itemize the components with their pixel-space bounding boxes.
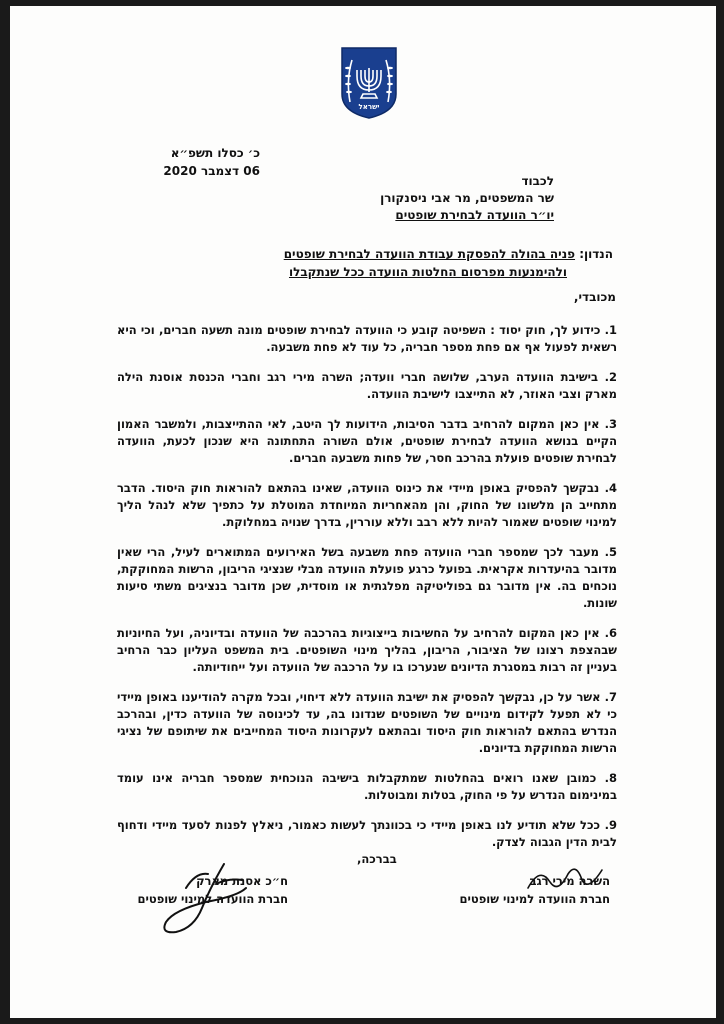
signatory-right-role: חברת הוועדה למינוי שופטים [459,892,610,906]
signatory-right [440,872,610,908]
signatory-left [118,872,288,908]
paragraph-2: 2. בישיבת הוועדה הערב, שלושה חברי וועדה; השרה מירי רגב וחברי הכנסת אוסנת הילה מארק וצבי האוזר, לא התייצבו לישיבת הוועדה. [117,370,617,401]
recipient-name: שר המשפטים, מר אבי ניסנקורן [380,191,554,205]
paragraph-4: 4. נבקשך להפסיק באופן מיידי את כינוס הוועדה, שאינו בהתאם להוראות חוק היסוד. הדבר מתחייב הן מלשונו של החוק, והן מהאחריות המיוחדת המוטלת על כתפיך שלא לנהל הליך למינוי שופטים שאמור להיות ללא רבב וללא עוררין, בדרך שנויה במחלוקת. [117,481,617,529]
letter-page [10,6,716,1018]
paragraph-7: 7. אשר על כן, נבקשך להפסיק את ישיבת הוועדה ללא דיחוי, ובכל מקרה להודיענו באופן מיידי כי לא תפעל לקידום מינויים של השופטים שנדונו בה, עד לכינוסה של הוועדה כדין, ובהרכב הנדרש בהתאם להוראות חוק היסוד ובהתאם לעקרונות היסוד המחייבים את שיתופם של נציגי הרשות המחוקקת בדיונים. [117,690,617,755]
subject-line-2: ולהימנעות מפרסום החלטות הוועדה ככל שנתקבלו [288,265,567,279]
signatory-left-role: חברת הוועדה למינוי שופטים [137,892,288,906]
signatory-right-name: השרה מירי רגב [529,874,610,888]
subject-block [133,245,613,281]
salutation: מכובדי, [573,290,616,304]
subject-label: הנדון: [579,247,613,261]
closing: בברכה, [357,852,397,866]
recipient-block [194,173,554,224]
signatory-left-name: ח״כ אסנת מארק [196,874,288,888]
state-emblem-icon [340,46,398,120]
paragraph-9: 9. ככל שלא תודיע לנו באופן מיידי כי בכוונתך לעשות כאמור, ניאלץ לפנות לסעד מיידי ודחוף לבית הדין הגבוה לצדק. [117,818,617,849]
paragraph-6: 6. אין כאן המקום להרחיב על החשיבות בייצוגיות בהרכבה של הוועדה ובדיוניה, ועל החיוניות שבהצפת רצונו של הציבור, הריבון, בהליך מינוי השופטים. בית המשפט העליון כבר הרחיב בעניין זה רבות במסגרת הדיונים שנערכו בו על הרכבה של הוועדה ועל ייחודיותה. [117,626,617,674]
recipient-title: יו״ר הוועדה לבחירת שופטים [395,208,554,222]
paragraph-5: 5. מעבר לכך שמספר חברי הוועדה פחת משבעה בשל האירועים המתוארים לעיל, הרי שאין מדובר בהיעדרות אקראית. בפועל כרגע פועלת הוועדה מבלי שנציגי הריבון, הרשות המחוקקת, נוכחים בה. אין מדובר גם בפוליטיקה מפלגתית או מוסדית, שכן מדובר בנציגים משתי סיעות שונות. [117,545,617,610]
hebrew-date: כ׳ כסלו תשפ״א [170,146,260,160]
paragraph-8: 8. כמובן שאנו רואים בהחלטות שמתקבלות בישיבה הנוכחית שמספר חבריה אינו עומד במינימום הנדרש על פי החוק, בטלות ומבוטלות. [117,771,617,802]
paragraph-1: 1. כידוע לך, חוק יסוד : השפיטה קובע כי הוועדה לבחירת שופטים מונה תשעה חברים, וכי היא רשאית לפעול אף אם פחת מספר חבריה, כל עוד לא פחת משבעה. [117,323,617,354]
gregorian-date: 06 דצמבר 2020 [163,164,260,178]
letter-body [117,322,617,864]
recipient-greeting: לכבוד [521,174,554,188]
subject-line-1: פניה בהולה להפסקת עבודת הוועדה לבחירת שופטים [283,247,576,261]
paragraph-3: 3. אין כאן המקום להרחיב בדבר הסיבות, הידועות לך היטב, לאי ההתייצבות, ולמשבר האמון הקיים בנושא הוועדה לבחירת שופטים, אולם השורה התחתונה היא שנכון לכעת, הוועדה לבחירת שופטים פועלת בהרכב חסר, של פחות משבעה חברים. [117,417,617,465]
emblem-text: ישראל [358,103,380,111]
